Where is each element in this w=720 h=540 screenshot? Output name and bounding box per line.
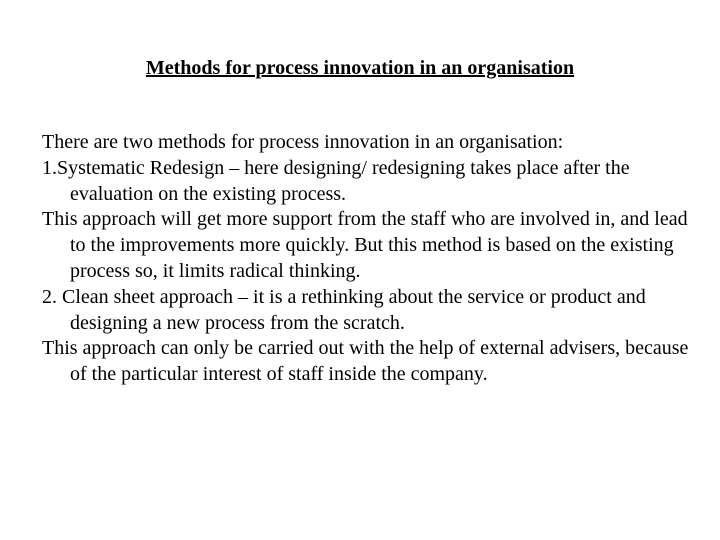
paragraph-clean-sheet-approach: 2. Clean sheet approach – it is a rethinking about the service or product and designing a new process from the scratch. xyxy=(42,285,646,334)
slide-title: Methods for process innovation in an organisation xyxy=(145,57,575,79)
paragraph-intro: There are two methods for process innovation in an organisation: xyxy=(42,131,564,153)
paragraph-systematic-redesign: 1.Systematic Redesign – here designing/ redesigning takes place after the evaluation on the existing process. xyxy=(42,156,630,205)
paragraph-systematic-redesign-detail: This approach will get more support from the staff who are involved in, and lead to the improvements more quickly. But this method is based on the existing process so, it limits radical thinking. xyxy=(42,208,688,282)
paragraph-clean-sheet-detail: This approach can only be carried out with the help of external advisers, because of the particular interest of staff inside the company. xyxy=(42,337,689,386)
slide-body xyxy=(42,130,692,388)
